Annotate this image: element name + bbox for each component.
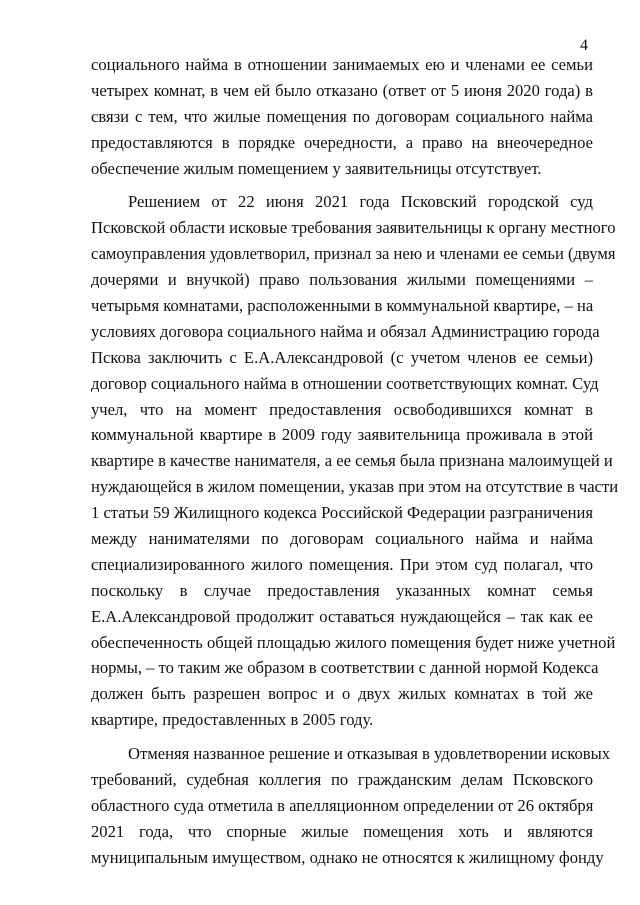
text-line: муниципальным имуществом, однако не относятся к жилищному фонду — [91, 847, 604, 867]
text-line: Пскова заключить с Е.А.Александровой (с учетом членов ее семьи) — [91, 347, 593, 367]
text-line: предоставляются в порядке очередности, а право на внеочередное — [91, 132, 593, 152]
text-line: дочерями и внучкой) право пользования жилыми помещениями – — [91, 270, 593, 290]
text-line: договор социального найма в отношении соответствующих комнат. Суд — [91, 373, 599, 393]
text-line: требований, судебная коллегия по гражданским делам Псковского — [91, 770, 593, 790]
text-line: специализированного жилого помещения. При этом суд полагал, что — [91, 554, 593, 574]
text-line: четырьмя комнатами, расположенными в коммунальной квартире, – на — [91, 296, 594, 316]
text-line: между нанимателями по договорам социального найма и найма — [91, 529, 593, 549]
text-line: самоуправления удовлетворил, признал за нею и членами ее семьи (двумя — [91, 244, 616, 264]
paragraph — [91, 52, 593, 181]
text-line: обеспеченность общей площадью жилого помещения будет ниже учетной — [91, 632, 616, 652]
text-line: Решением от 22 июня 2021 года Псковский городской суд — [128, 192, 593, 212]
text-line: коммунальной квартире в 2009 году заявительница проживала в этой — [91, 425, 593, 445]
text-line: 1 статьи 59 Жилищного кодекса Российской Федерации разграничения — [91, 503, 594, 523]
text-line: четырех комнат, в чем ей было отказано (ответ от 5 июня 2020 года) в — [91, 80, 593, 100]
text-line: Е.А.Александровой продолжит оставаться нуждающейся – так как ее — [91, 606, 593, 626]
text-line: квартире, предоставленных в 2005 году. — [91, 710, 374, 730]
paragraph-gap — [91, 181, 593, 189]
text-line: нормы, – то таким же образом в соответствии с данной нормой Кодекса — [91, 658, 599, 678]
text-line: обеспечение жилым помещением у заявительницы отсутствует. — [91, 158, 542, 178]
paragraph — [91, 741, 611, 870]
paragraph — [91, 189, 619, 733]
text-line: нуждающейся в жилом помещении, указав при этом на отсутствие в части — [91, 477, 619, 497]
document-body — [91, 52, 619, 871]
text-line: связи с тем, что жилые помещения по договорам социального найма — [91, 106, 593, 126]
paragraph-gap — [91, 733, 593, 741]
text-line: Псковской области исковые требования заявительницы к органу местного — [91, 218, 616, 238]
text-line: учел, что на момент предоставления освободившихся комнат в — [91, 399, 593, 419]
text-line: Отменяя названное решение и отказывая в удовлетворении исковых — [128, 744, 611, 764]
page-number: 4 — [580, 37, 588, 54]
text-line: условиях договора социального найма и обязал Администрацию города — [91, 321, 600, 341]
text-line: социального найма в отношении занимаемых ею и членами ее семьи — [91, 55, 593, 74]
text-line: квартире в качестве нанимателя, а ее семья была признана малоимущей и — [91, 451, 613, 471]
text-line: должен быть разрешен вопрос и о двух жилых комнатах в той же — [91, 684, 593, 704]
text-line: 2021 года, что спорные жилые помещения хоть и являются — [91, 821, 593, 841]
text-line: областного суда отметила в апелляционном определении от 26 октября — [91, 795, 594, 815]
text-line: поскольку в случае предоставления указанных комнат семья — [91, 580, 593, 600]
